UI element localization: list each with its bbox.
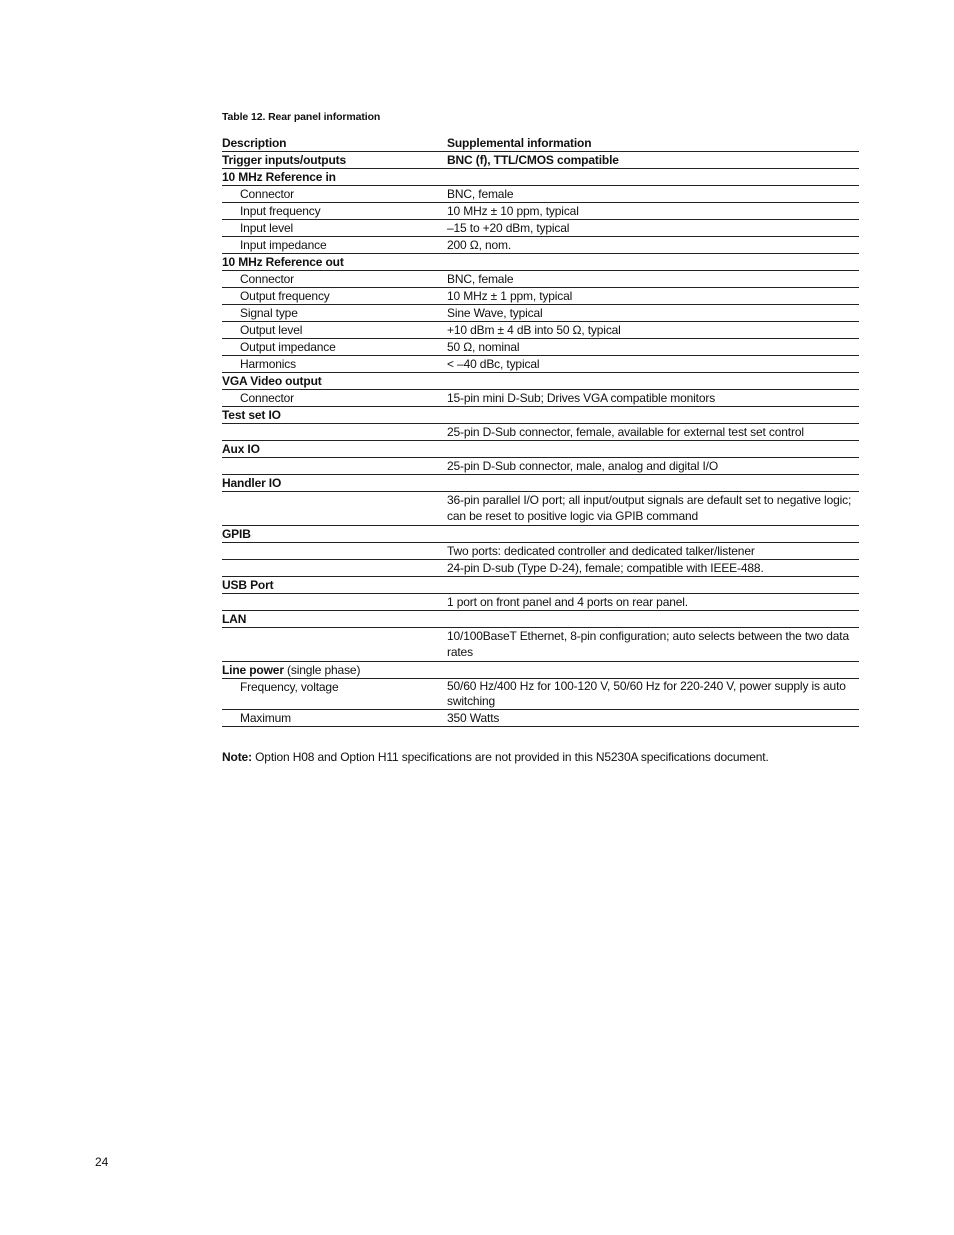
footnote xyxy=(222,750,769,764)
row-info: 25-pin D-Sub connector, male, analog and digital I/O xyxy=(447,458,859,475)
row-description: Connector xyxy=(222,271,447,288)
row-info: BNC, female xyxy=(447,186,859,203)
row-description: Frequency, voltage xyxy=(222,679,447,710)
table-row xyxy=(222,628,859,662)
table-row xyxy=(222,390,859,407)
row-description: Input frequency xyxy=(222,203,447,220)
row-description: Connector xyxy=(222,390,447,407)
row-info: 1 port on front panel and 4 ports on rear panel. xyxy=(447,594,859,611)
rear-panel-table xyxy=(222,135,859,727)
row-info xyxy=(447,169,859,186)
row-info: 50/60 Hz/400 Hz for 100-120 V, 50/60 Hz for 220-240 V, power supply is auto switching xyxy=(447,679,859,710)
table-row xyxy=(222,475,859,492)
row-description xyxy=(222,492,447,526)
section-heading: Test set IO xyxy=(222,407,447,424)
table-row xyxy=(222,305,859,322)
table-row xyxy=(222,543,859,560)
row-info: BNC (f), TTL/CMOS compatible xyxy=(447,152,859,169)
row-info: Two ports: dedicated controller and dedicated talker/listener xyxy=(447,543,859,560)
section-heading: 10 MHz Reference out xyxy=(222,254,447,271)
row-info: 10 MHz ± 1 ppm, typical xyxy=(447,288,859,305)
table-row xyxy=(222,458,859,475)
row-description: Signal type xyxy=(222,305,447,322)
row-description: Output level xyxy=(222,322,447,339)
table-row xyxy=(222,373,859,390)
row-info: 25-pin D-Sub connector, female, available for external test set control xyxy=(447,424,859,441)
row-description: Output impedance xyxy=(222,339,447,356)
table-title: Table 12. Rear panel information xyxy=(222,111,381,123)
row-info xyxy=(447,254,859,271)
table-row xyxy=(222,710,859,727)
row-info: 350 Watts xyxy=(447,710,859,727)
header-supplemental: Supplemental information xyxy=(447,135,859,152)
table-header-row xyxy=(222,135,859,152)
table-row xyxy=(222,322,859,339)
table-row xyxy=(222,220,859,237)
row-info xyxy=(447,526,859,543)
table-row xyxy=(222,594,859,611)
row-info: < –40 dBc, typical xyxy=(447,356,859,373)
table-row xyxy=(222,288,859,305)
table-row xyxy=(222,424,859,441)
section-heading: LAN xyxy=(222,611,447,628)
table-row xyxy=(222,611,859,628)
row-description xyxy=(222,594,447,611)
section-heading: Handler IO xyxy=(222,475,447,492)
row-description: Input impedance xyxy=(222,237,447,254)
row-info: –15 to +20 dBm, typical xyxy=(447,220,859,237)
table-row xyxy=(222,339,859,356)
table-row xyxy=(222,679,859,710)
row-info xyxy=(447,577,859,594)
row-info: 10/100BaseT Ethernet, 8-pin configuration; auto selects between the two data rates xyxy=(447,628,859,662)
row-info xyxy=(447,662,859,679)
section-heading: USB Port xyxy=(222,577,447,594)
section-heading xyxy=(222,662,447,679)
section-heading: Aux IO xyxy=(222,441,447,458)
note-label: Note: xyxy=(222,750,252,764)
row-info xyxy=(447,611,859,628)
header-description: Description xyxy=(222,135,447,152)
table-row xyxy=(222,407,859,424)
row-description: Output frequency xyxy=(222,288,447,305)
table-row xyxy=(222,356,859,373)
row-info xyxy=(447,407,859,424)
row-description xyxy=(222,543,447,560)
row-info: 24-pin D-sub (Type D-24), female; compatible with IEEE-488. xyxy=(447,560,859,577)
table-row xyxy=(222,560,859,577)
table-row xyxy=(222,237,859,254)
section-heading: GPIB xyxy=(222,526,447,543)
row-info: Sine Wave, typical xyxy=(447,305,859,322)
row-description xyxy=(222,424,447,441)
table-row xyxy=(222,441,859,458)
table-row xyxy=(222,271,859,288)
table-row xyxy=(222,169,859,186)
row-info: 36-pin parallel I/O port; all input/output signals are default set to negative logic; can be reset to positive logic via GPIB command xyxy=(447,492,859,526)
table-row xyxy=(222,526,859,543)
row-info: 10 MHz ± 10 ppm, typical xyxy=(447,203,859,220)
table-row xyxy=(222,662,859,679)
row-info: 15-pin mini D-Sub; Drives VGA compatible monitors xyxy=(447,390,859,407)
row-info xyxy=(447,373,859,390)
row-description: Harmonics xyxy=(222,356,447,373)
table-row xyxy=(222,186,859,203)
row-description xyxy=(222,628,447,662)
table-row xyxy=(222,492,859,526)
row-info: +10 dBm ± 4 dB into 50 Ω, typical xyxy=(447,322,859,339)
table-row xyxy=(222,254,859,271)
row-info: 200 Ω, nom. xyxy=(447,237,859,254)
line-power-label: Line power xyxy=(222,663,284,677)
table-row xyxy=(222,152,859,169)
note-text: Option H08 and Option H11 specifications are not provided in this N5230A specifications document. xyxy=(251,750,769,764)
row-description: Input level xyxy=(222,220,447,237)
table-row xyxy=(222,577,859,594)
row-description: Trigger inputs/outputs xyxy=(222,152,447,169)
section-heading: VGA Video output xyxy=(222,373,447,390)
row-info: BNC, female xyxy=(447,271,859,288)
section-heading: 10 MHz Reference in xyxy=(222,169,447,186)
row-description xyxy=(222,458,447,475)
row-info: 50 Ω, nominal xyxy=(447,339,859,356)
page-number: 24 xyxy=(95,1155,109,1169)
row-description: Connector xyxy=(222,186,447,203)
row-description: Maximum xyxy=(222,710,447,727)
row-description xyxy=(222,560,447,577)
row-info xyxy=(447,441,859,458)
row-info xyxy=(447,475,859,492)
table-row xyxy=(222,203,859,220)
line-power-suffix: (single phase) xyxy=(283,663,361,677)
